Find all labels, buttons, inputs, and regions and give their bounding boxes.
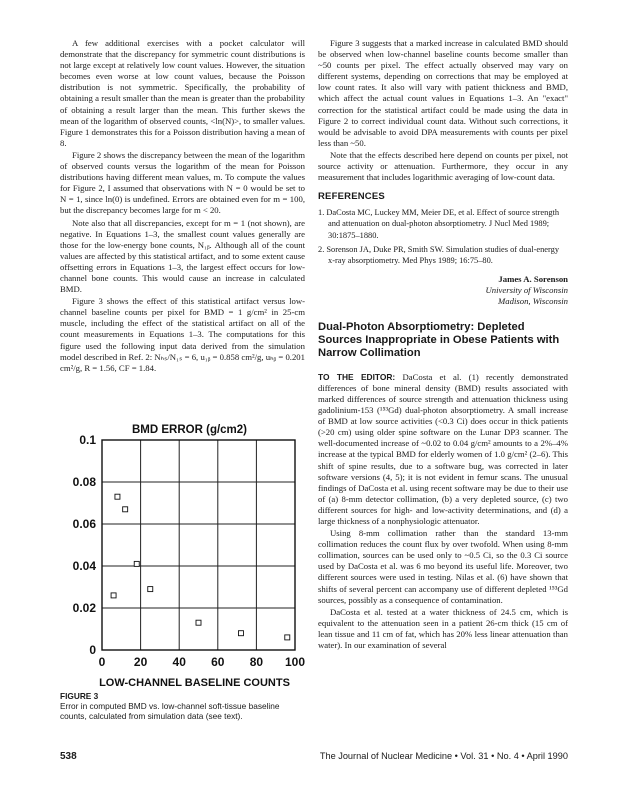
reference-item: 1. DaCosta MC, Luckey MM, Meier DE, et al. Effect of source strength and attenuation on dual-photon absorptiometry. J Nucl Med 1989; 30:1875–1880. [318, 208, 560, 240]
lead-in: TO THE EDITOR: [318, 371, 396, 382]
reference-item: 2. Sorenson JA, Duke PR, Smith SW. Simulation studies of dual-energy x-ray absorptiometry. Med Phys 1989; 16:75–80. [318, 244, 560, 265]
paragraph: Figure 3 shows the effect of this statistical artifact versus low-channel baseline counts per pixel for BMD = 1 g/cm² in 25-cm muscle, including the effect of the statistical artifact on all of the count measurements in Equations 1–3. The computations for this figure used the following input data derived from the simulation model described in Ref. 2: Nₕₛ/N₁ₛ = 6, u₁ᵦ = 0.858 cm²/g, uₕᵦ = 0.201 cm²/g, R = 1.56, CF = 1.84. [60, 296, 305, 373]
page-footer [60, 751, 568, 762]
x-tick-label: 0 [98, 655, 106, 669]
figure-label: FIGURE 3 [60, 691, 99, 701]
plot-frame [102, 440, 295, 650]
data-point [238, 631, 243, 636]
author-signature [318, 274, 568, 307]
data-point [196, 620, 201, 625]
paragraph: A few additional exercises with a pocket calculator will demonstrate that the discrepancy for symmetric count distributions is not large except at relatively low count values. However, the situation becomes even worse at low count values, because the Poisson distribution is not symmetric. Specifically, the probability of obtaining a result smaller than the mean is greater than the probability of obtaining a result larger than the mean. This further skews the mean of the logarithm of observed counts, <ln(N)>, to smaller values. Figure 1 demonstrates this for a Poisson distribution having a mean of 8. [60, 38, 305, 148]
chart-title: BMD ERROR (g/cm2) [132, 424, 248, 436]
data-point [115, 494, 120, 499]
paragraph: Figure 3 suggests that a marked increase in calculated BMD should be observed when low-channel baseline counts become smaller than ~50 counts per pixel. The effect actually observed may vary on different systems, depending on corrections that may be employed at low count rates. It also will vary with patient thickness and BMD, which affect the actual count values in Equations 1–3. An "exact" correction for the statistical artifact could be made using the data in Figure 2 to correct individual count data. Without such corrections, it would be advisable to avoid DPA measurements with counts per pixel less than ~50. [318, 38, 568, 148]
x-tick-label: 80 [249, 655, 264, 669]
y-tick-label: 0.04 [72, 559, 96, 573]
x-tick-label: 100 [284, 655, 305, 669]
y-tick-label: 0.1 [79, 433, 96, 447]
data-point [134, 561, 139, 566]
data-point [285, 635, 290, 640]
bmd-error-chart [60, 418, 305, 690]
figure-caption-text: Error in computed BMD vs. low-channel soft-tissue baseline counts, calculated from simulation data (see text). [60, 701, 280, 721]
figure-caption [60, 691, 305, 721]
references-heading: REFERENCES [318, 191, 385, 203]
y-tick-label: 0.02 [72, 601, 96, 615]
references-list [318, 207, 568, 265]
letter-paragraph [318, 372, 568, 527]
x-tick-label: 40 [172, 655, 186, 669]
paragraph: Figure 2 shows the discrepancy between the mean of the logarithm of observed counts versus the logarithm of the mean for Poisson distributions having different mean values, m. To compute the values for Figure 2, I assumed that observations with N = 0 would be set to N = 1, since ln(0) is undefined. Errors are obtained even for m = 100, but the discrepancy becomes large for m < 20. [60, 149, 305, 216]
journal-citation: The Journal of Nuclear Medicine • Vol. 31 • No. 4 • April 1990 [319, 751, 568, 761]
page-number: 538 [60, 751, 77, 762]
x-tick-label: 20 [133, 655, 148, 669]
data-point [123, 507, 128, 512]
author-location: Madison, Wisconsin [498, 295, 568, 306]
right-column [318, 38, 568, 652]
paragraph: Note that the effects described here depend on counts per pixel, not source activity or attenuation. Furthermore, they occur in any measurement that includes logarithmic averaging of low-count data. [318, 149, 568, 183]
author-institution: University of Wisconsin [485, 284, 568, 295]
y-tick-label: 0 [89, 643, 96, 657]
data-point [148, 587, 153, 592]
x-tick-label: 60 [211, 655, 225, 669]
paragraph: Note also that all discrepancies, except for m = 1 (not shown), are negative. In Equations 1–3, the smallest count values generally are those for the low-energy bone counts, N₁ᵦ. Although all of the count values are affected by this statistical artifact, and to some extent cause offsetting errors in Equations 1–3, the largest effect occurs for low-channel bone counts. This would cause an increase in calculated BMD. [60, 217, 305, 295]
letter-paragraph: Using 8-mm collimation rather than the standard 13-mm collimation reduces the count flux by over twofold. When using 8-mm collimation, sources can be used only to ~0.5 Ci, so the 0.3 Ci source used by DaCosta et al. was 6 mo beyond its useful life. Moreover, two different sources were used in testing. Nilas et al. (6) have shown that shifts of several percent can accompany use of different depleted ¹⁵³Gd sources, possibly as a consequence of contamination. [318, 528, 568, 605]
y-tick-label: 0.08 [72, 475, 96, 489]
left-column [60, 38, 305, 375]
y-tick-label: 0.06 [72, 517, 96, 531]
figure-3 [60, 418, 305, 728]
data-point [111, 593, 116, 598]
letter-paragraph-text: DaCosta et al. (1) recently demonstrated differences of bone mineral density (BMD) results associated with marked differences of source strength and attenuation thickness using gadolinium-153 (¹⁵³Gd) dual-photon absorptiometry. A small increase of BMD at low source activities (<0.3 Ci) does occur in thick patients (>20 cm) using older spine software on the Lunar DP3 scanner. The well-documented increase of ~0.02 to 0.04 g/cm² amounts to a 2%–4% increase at the typical BMD for elderly women of 1.0 g/cm² (2–6). This shift of spine results, due to a software bug, was corrected in later software versions (4, 5); it is not evident in femur scans. The unusual findings of DaCosta et al. using recent software may be due to their use of (a) 8-mm detector collimation, (b) a very depleted source, (c) two different sources for high- and low-activity determinations, and (d) a large thickness of a nonphysiologic attenuator. [318, 371, 568, 526]
x-axis-label: LOW-CHANNEL BASELINE COUNTS [99, 677, 290, 689]
letter-paragraph: DaCosta et al. tested at a water thickness of 24.5 cm, which is equivalent to the attenuation seen in a patient 26-cm thick (15 cm of lean tissue and 11 cm of fat, which has 20% less linear attenuation than water). In our examination of several [318, 606, 568, 651]
author-name: James A. Sorenson [498, 273, 568, 284]
letter-title: Dual-Photon Absorptiometry: Depleted Sources Inappropriate in Obese Patients with Narrow Collimation [318, 320, 560, 359]
